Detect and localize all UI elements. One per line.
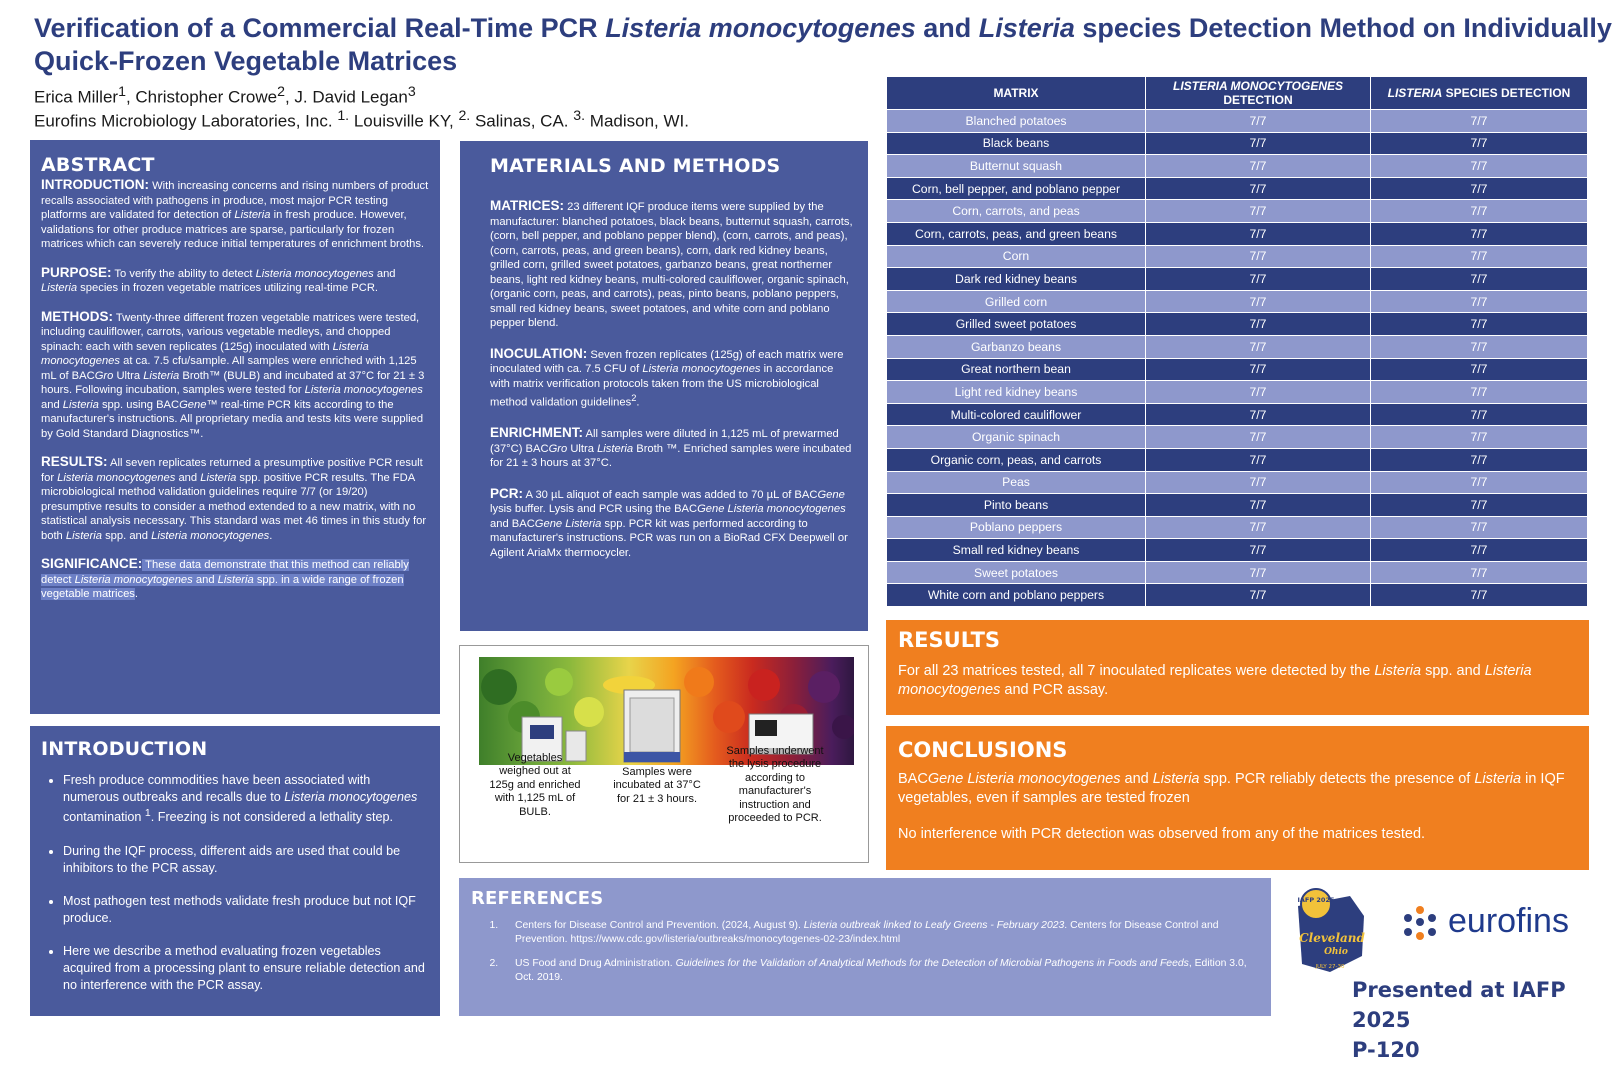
table-row [887, 132, 1588, 155]
table-cell-matrix: Organic spinach [887, 426, 1146, 449]
table-cell-ls: 7/7 [1371, 426, 1588, 449]
abstract-results: RESULTS: All seven replicates returned a presumptive positive PCR result for Listeria monocytogenes and Listeria spp. positive PCR results. The FDA microbiological method validation guidelines require 7/7 (or 19/20) presumptive results to consider a method extended to a new matrix, with no statistical analysis necessary. This standard was met 46 times in this study for both Listeria spp. and Listeria monocytogenes. [41, 454, 427, 542]
caption-incubation: Samples were incubated at 37°C for 21 ± 3 hours. [613, 766, 701, 805]
iafp-logo [1290, 886, 1370, 978]
table-row [887, 313, 1588, 336]
table-cell-matrix: Multi-colored cauliflower [887, 403, 1146, 426]
table-cell-lm: 7/7 [1146, 290, 1371, 313]
reference-1: 1. Centers for Disease Control and Prevention. (2024, August 9). Listeria outbreak linked to Leafy Greens - February 2023. Centers for Disease Control and Prevention. https://www.cdc.gov/listeria/outbreaks/monocytogenes-02-23/index.html [501, 919, 1259, 947]
table-cell-ls: 7/7 [1371, 584, 1588, 607]
poster-title: Verification of a Commercial Real-Time PCR Listeria monocytogenes and Listeria species Detection Method on Individually Quick-Frozen Vegetable Matrices [34, 13, 1612, 76]
table-cell-matrix: Corn, carrots, and peas [887, 200, 1146, 223]
references-panel [459, 878, 1271, 1016]
table-cell-lm: 7/7 [1146, 358, 1371, 381]
table-cell-lm: 7/7 [1146, 313, 1371, 336]
table-cell-matrix: Dark red kidney beans [887, 268, 1146, 291]
incubator-icon [620, 686, 684, 766]
table-cell-ls: 7/7 [1371, 381, 1588, 404]
table-cell-ls: 7/7 [1371, 516, 1588, 539]
workflow-figure [459, 645, 869, 863]
table-cell-ls: 7/7 [1371, 222, 1588, 245]
table-cell-lm: 7/7 [1146, 268, 1371, 291]
col-lm-detection: LISTERIA MONOCYTOGENES DETECTION [1146, 77, 1371, 110]
methods-heading: MATERIALS AND METHODS [490, 155, 781, 177]
table-cell-lm: 7/7 [1146, 561, 1371, 584]
table-cell-matrix: Small red kidney beans [887, 539, 1146, 562]
table-row [887, 516, 1588, 539]
iafp-logo-year: IAFP 2025 [1297, 896, 1335, 904]
table-row [887, 539, 1588, 562]
abstract-heading: ABSTRACT [41, 154, 155, 176]
table-cell-ls: 7/7 [1371, 448, 1588, 471]
table-row [887, 561, 1588, 584]
introduction-heading: INTRODUCTION [41, 738, 208, 760]
table-cell-lm: 7/7 [1146, 584, 1371, 607]
iafp-logo-graphic [1290, 886, 1370, 978]
table-cell-lm: 7/7 [1146, 132, 1371, 155]
table-cell-lm: 7/7 [1146, 403, 1371, 426]
table-cell-matrix: Great northern bean [887, 358, 1146, 381]
table-row [887, 426, 1588, 449]
table-cell-matrix: Grilled sweet potatoes [887, 313, 1146, 336]
table-cell-ls: 7/7 [1371, 132, 1588, 155]
table-cell-ls: 7/7 [1371, 539, 1588, 562]
table-row [887, 403, 1588, 426]
eurofins-dots-icon [1400, 904, 1440, 944]
table-cell-lm: 7/7 [1146, 426, 1371, 449]
table-cell-matrix: Corn, bell pepper, and poblano pepper [887, 177, 1146, 200]
table-cell-ls: 7/7 [1371, 268, 1588, 291]
caption-vegetables: Vegetables weighed out at 125g and enriched with 1,125 mL of BULB. [489, 752, 581, 818]
table-row [887, 200, 1588, 223]
table-row [887, 177, 1588, 200]
results-heading: RESULTS [898, 628, 1001, 652]
table-row [887, 335, 1588, 358]
table-cell-ls: 7/7 [1371, 403, 1588, 426]
iafp-logo-city: Cleveland [1299, 931, 1365, 945]
table-row [887, 268, 1588, 291]
table-row [887, 471, 1588, 494]
table-row [887, 494, 1588, 517]
table-cell-matrix: Pinto beans [887, 494, 1146, 517]
conclusions-heading: CONCLUSIONS [898, 738, 1068, 762]
col-matrix: MATRIX [887, 77, 1146, 110]
reference-2: 2. US Food and Drug Administration. Guidelines for the Validation of Analytical Methods for the Detection of Microbial Pathogens in Foods and Feeds, Edition 3.0, Oct. 2019. [501, 957, 1259, 985]
table-cell-matrix: Peas [887, 471, 1146, 494]
table-cell-ls: 7/7 [1371, 358, 1588, 381]
table-cell-matrix: Light red kidney beans [887, 381, 1146, 404]
iafp-logo-state: Ohio [1324, 947, 1348, 957]
caption-lysis: Samples underwent the lysis procedure according to manufacturer's instruction and proceeded to PCR. [726, 745, 824, 825]
methods-enrichment: ENRICHMENT: All samples were diluted in 1,125 mL of prewarmed (37°C) BACGro Ultra Listeria Broth ™. Enriched samples were incubated for 21 ± 3 hours at 37°C. [490, 425, 852, 470]
presented-at [1352, 975, 1618, 1065]
table-cell-lm: 7/7 [1146, 494, 1371, 517]
abstract-purpose: PURPOSE: To verify the ability to detect Listeria monocytogenes and Listeria species in frozen vegetable matrices utilizing real-time PCR. [41, 264, 396, 294]
abstract-significance: SIGNIFICANCE: These data demonstrate that this method can reliably detect Listeria monocytogenes and Listeria spp. in a wide range of frozen vegetable matrices. [41, 556, 409, 600]
results-text: For all 23 matrices tested, all 7 inoculated replicates were detected by the Listeria spp. and Listeria monocytogenes and PCR assay. [898, 663, 1532, 698]
conclusions-text: BACGene Listeria monocytogenes and Listeria spp. PCR reliably detects the presence of Listeria in IQF vegetables, even if samples are tested frozen [898, 771, 1565, 806]
intro-bullet-2: • During the IQF process, different aids are used that could be inhibitors to the PCR assay. [63, 843, 428, 876]
table-cell-lm: 7/7 [1146, 177, 1371, 200]
iafp-logo-dates: JULY 27-30 [1315, 964, 1345, 970]
table-row [887, 290, 1588, 313]
table-cell-lm: 7/7 [1146, 155, 1371, 178]
table-row [887, 110, 1588, 133]
table-cell-lm: 7/7 [1146, 335, 1371, 358]
abstract-introduction: INTRODUCTION: With increasing concerns and rising numbers of product recalls associated with pathogens in produce, most major PCR testing platforms are validated for detection of Listeria in fresh produce. However, validations for other produce matrices are sparse, particularly for frozen matrices which can severely reduce initial temperatures of enrichment broths. [41, 177, 429, 250]
intro-bullet-1: • Fresh produce commodities have been associated with numerous outbreaks and recalls due to Listeria monocytogenes contamination $^1$. Freezing is not considered a lethality step. [63, 772, 428, 826]
table-row [887, 155, 1588, 178]
table-cell-lm: 7/7 [1146, 200, 1371, 223]
intro-bullet-4: • Here we describe a method evaluating frozen vegetables acquired from a processing plant to ensure reliable detection and no interference with the PCR assay. [63, 943, 428, 993]
incubator-device [620, 686, 684, 771]
presented-line: Presented at IAFP 2025 [1352, 978, 1566, 1032]
table-cell-matrix: Corn, carrots, peas, and green beans [887, 222, 1146, 245]
table-header-row [887, 77, 1588, 110]
table-row [887, 358, 1588, 381]
table-row [887, 448, 1588, 471]
table-row [887, 245, 1588, 268]
eurofins-logo [1400, 902, 1569, 949]
author-list: Erica Miller$^1$, Christopher Crowe$^2$, J. David Legan$^3$ [34, 84, 416, 107]
table-cell-matrix: Poblano peppers [887, 516, 1146, 539]
table-cell-matrix: Sweet potatoes [887, 561, 1146, 584]
results-panel [886, 620, 1589, 715]
table-cell-matrix: Organic corn, peas, and carrots [887, 448, 1146, 471]
introduction-panel [30, 726, 440, 1016]
table-cell-lm: 7/7 [1146, 222, 1371, 245]
table-cell-matrix: Grilled corn [887, 290, 1146, 313]
table-cell-ls: 7/7 [1371, 335, 1588, 358]
methods-panel [460, 141, 868, 631]
table-row [887, 222, 1588, 245]
methods-inoculation: INOCULATION: Seven frozen replicates (125g) of each matrix were inoculated with ca. 7.5 CFU of Listeria monocytogenes in accordance with matrix verification protocols taken from the US microbiological method validation guidelines$^2$. [490, 345, 844, 409]
table-cell-lm: 7/7 [1146, 516, 1371, 539]
poster-number: P-120 [1352, 1038, 1420, 1062]
intro-bullet-3: • Most pathogen test methods validate fresh produce but not IQF produce. [63, 893, 428, 926]
table-cell-matrix: Garbanzo beans [887, 335, 1146, 358]
table-row [887, 584, 1588, 607]
methods-pcr: PCR: A 30 µL aliquot of each sample was added to 70 µL of BACGene lysis buffer. Lysis and PCR using the BACGene Listeria monocytogenes and BACGene Listeria spp. PCR kit was performed according to manufacturer's instructions. PCR was run on a BioRad CFX Deepwell or Agilent AriaMx thermocycler. [490, 485, 848, 559]
table-cell-lm: 7/7 [1146, 539, 1371, 562]
table-cell-ls: 7/7 [1371, 290, 1588, 313]
table-cell-ls: 7/7 [1371, 245, 1588, 268]
table-cell-matrix: White corn and poblano peppers [887, 584, 1146, 607]
conclusions-second: No interference with PCR detection was observed from any of the matrices tested. [898, 826, 1426, 842]
table-row [887, 381, 1588, 404]
table-cell-ls: 7/7 [1371, 561, 1588, 584]
table-cell-ls: 7/7 [1371, 155, 1588, 178]
table-cell-matrix: Corn [887, 245, 1146, 268]
table-cell-matrix: Butternut squash [887, 155, 1146, 178]
methods-matrices: MATRICES: 23 different IQF produce items were supplied by the manufacturer: blanched potatoes, black beans, butternut squash, carrots, (corn, bell pepper, and poblano pepper blend), (corn, carrots, and peas), (corn, carrots, peas, and green beans), corn, dark red kidney beans, grilled corn, grilled sweet potatoes, garbanzo beans, great northerner beans, light red kidney beans, multi-colored cauliflower, organic spinach, (organic corn, peas, and carrots), peas, pinto beans, poblano peppers, small red kidney beans, sweet potatoes, and white corn and poblano pepper blend. [490, 198, 853, 329]
references-heading: REFERENCES [471, 888, 604, 909]
table-cell-matrix: Blanched potatoes [887, 110, 1146, 133]
affiliations: Eurofins Microbiology Laboratories, Inc. $^{1.}$ Louisville KY, $^{2.}$ Salinas, CA. $^{3.}$ Madison, WI. [34, 108, 689, 131]
eurofins-wordmark: eurofins [1448, 902, 1569, 940]
abstract-methods: METHODS: Twenty-three different frozen vegetable matrices were tested, including cauliflower, carrots, various vegetable medleys, and chopped spinach: each with seven replicates (125g) inoculated with Listeria monocytogenes at ca. 7.5 cfu/sample. All samples were enriched with 1,125 mL of BACGro Ultra Listeria Broth™ (BULB) and incubated at 37°C for 21 ± 3 hours. Following incubation, samples were tested for Listeria monocytogenes and Listeria spp. using BACGene™ real-time PCR kits according to the manufacturer's instructions. All proprietary media and tests kits were supplied by Gold Standard Diagnostics™. [41, 308, 425, 440]
table-cell-ls: 7/7 [1371, 177, 1588, 200]
table-cell-lm: 7/7 [1146, 448, 1371, 471]
table-cell-matrix: Black beans [887, 132, 1146, 155]
table-body [887, 110, 1588, 607]
table-cell-ls: 7/7 [1371, 110, 1588, 133]
table-cell-lm: 7/7 [1146, 471, 1371, 494]
table-cell-lm: 7/7 [1146, 110, 1371, 133]
table-cell-ls: 7/7 [1371, 494, 1588, 517]
table-cell-lm: 7/7 [1146, 245, 1371, 268]
table-cell-ls: 7/7 [1371, 313, 1588, 336]
col-listeria-species: LISTERIA SPECIES DETECTION [1371, 77, 1588, 110]
abstract-panel [30, 140, 440, 714]
table-cell-ls: 7/7 [1371, 200, 1588, 223]
conclusions-panel [886, 726, 1589, 870]
table-cell-ls: 7/7 [1371, 471, 1588, 494]
table-cell-lm: 7/7 [1146, 381, 1371, 404]
detection-table [886, 76, 1588, 607]
